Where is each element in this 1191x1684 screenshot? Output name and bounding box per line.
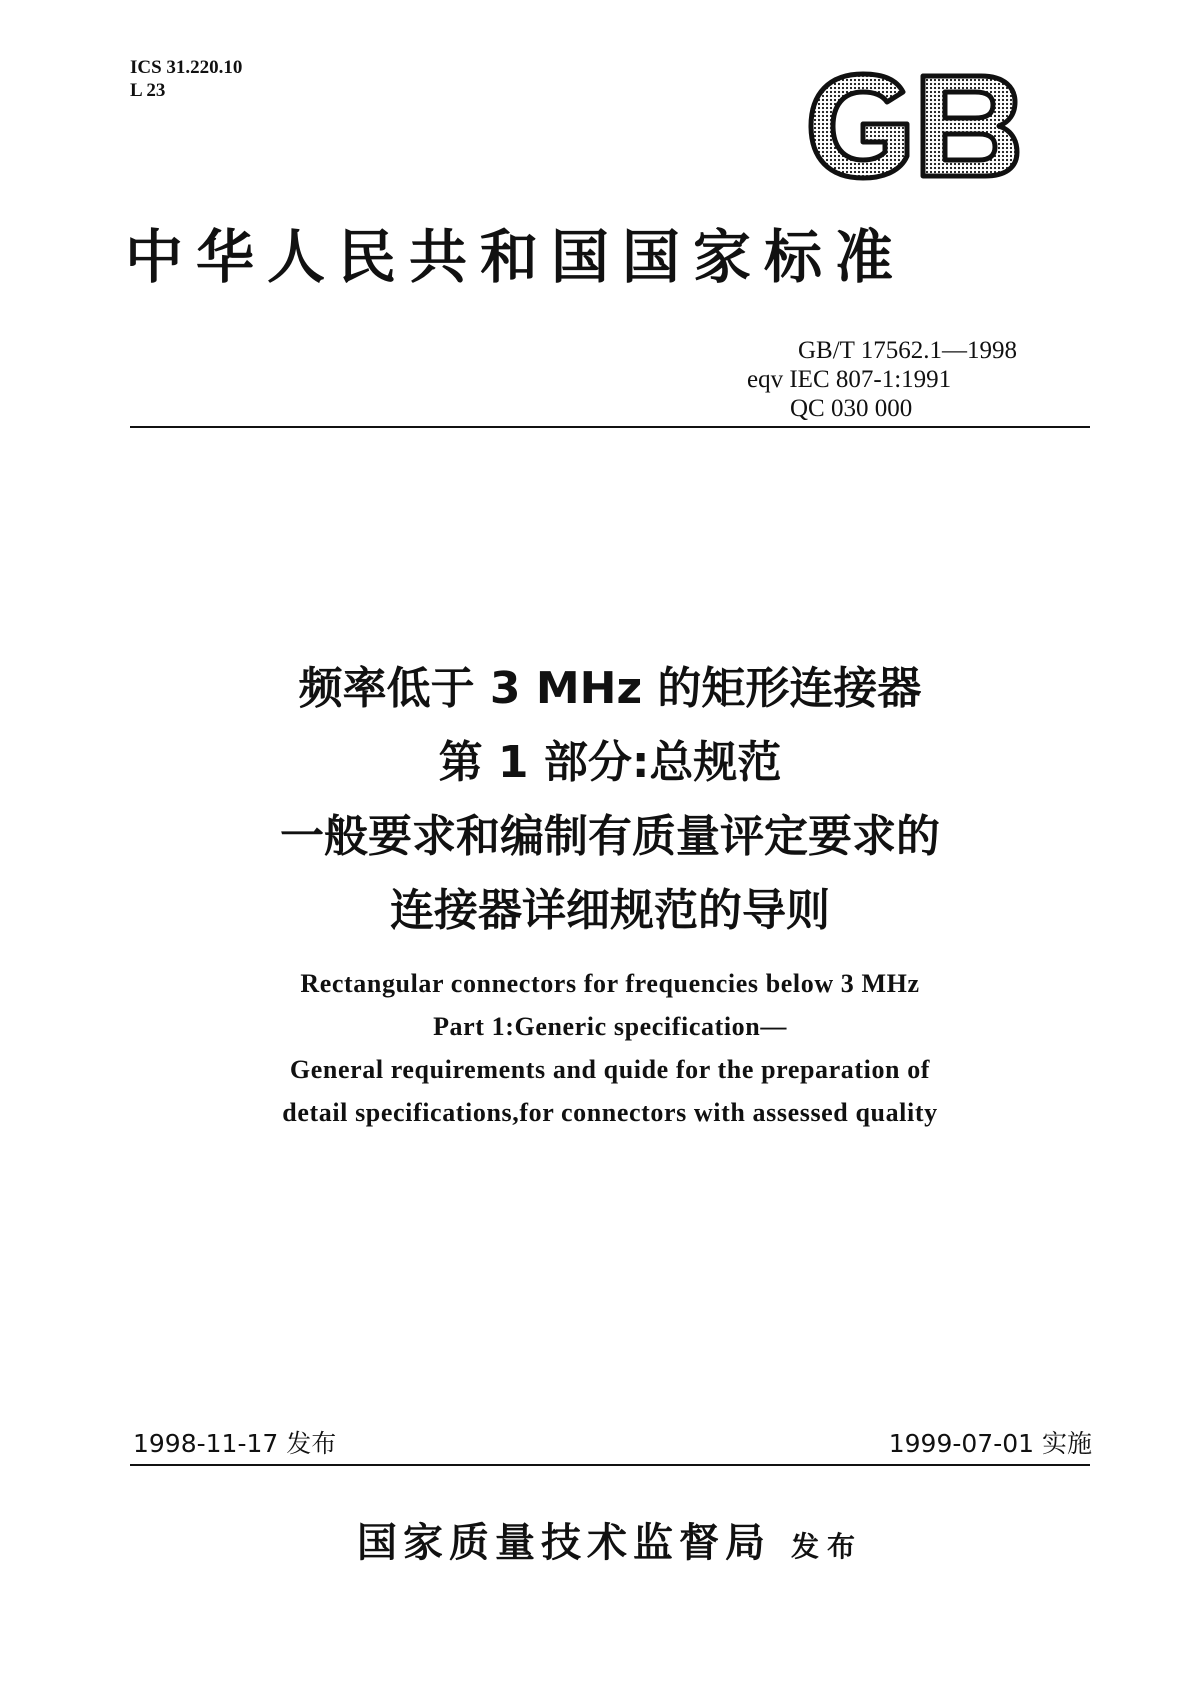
eqv-standard-number: eqv IEC 807-1:1991 xyxy=(747,366,952,393)
chinese-title-line: 连接器详细规范的导则 xyxy=(390,885,830,936)
implementation-date: 1999-07-01 实施 xyxy=(888,1429,1092,1458)
english-title-line: detail specifications,for connectors with assessed quality xyxy=(282,1098,938,1127)
chinese-title xyxy=(130,652,1090,948)
gb-standard-number: GB/T 17562.1—1998 xyxy=(798,337,1017,364)
gb-logo-icon xyxy=(805,70,1020,182)
national-standard-title: 中华人民共和国国家标准 xyxy=(125,223,907,291)
chinese-title-line: 第 1 部分:总规范 xyxy=(438,737,782,788)
chinese-title-line: 频率低于 3 MHz 的矩形连接器 xyxy=(298,663,922,714)
bottom-divider xyxy=(130,1464,1090,1466)
publisher-action: 发布 xyxy=(790,1530,863,1563)
qc-standard-number: QC 030 000 xyxy=(790,395,913,422)
ccs-code: L 23 xyxy=(130,80,166,101)
english-title-line: Part 1:Generic specification— xyxy=(433,1012,787,1041)
chinese-title-line: 一般要求和编制有质量评定要求的 xyxy=(280,811,940,862)
publisher-organization: 国家质量技术监督局 xyxy=(356,1519,771,1566)
issue-date: 1998-11-17 发布 xyxy=(133,1429,337,1458)
top-divider xyxy=(130,426,1090,428)
english-title-line: General requirements and quide for the preparation of xyxy=(289,1055,931,1084)
standard-numbers xyxy=(720,336,1090,423)
ics-code: ICS 31.220.10 xyxy=(130,57,243,78)
classification-codes xyxy=(130,56,242,102)
english-title xyxy=(130,962,1090,1134)
publisher xyxy=(130,1517,1090,1573)
english-title-line: Rectangular connectors for frequencies below 3 MHz xyxy=(300,969,920,998)
